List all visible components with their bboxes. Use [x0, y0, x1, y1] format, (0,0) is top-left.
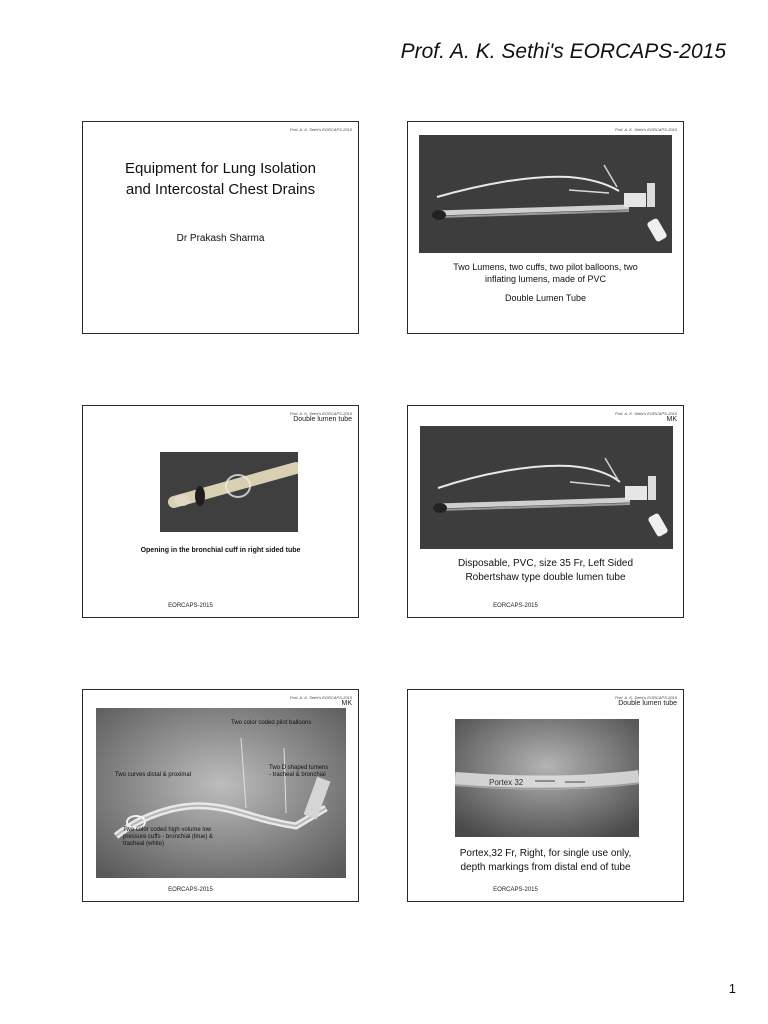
- annotation-line: Two D shaped lumens: [269, 765, 329, 771]
- slide-tag: MK: [666, 416, 677, 423]
- slide-footer: EORCAPS-2015: [493, 887, 538, 893]
- slide-watermark: Prof. A. K. Sethi's EORCAPS-2015: [615, 127, 677, 132]
- slide-tag: Double lumen tube: [293, 416, 352, 423]
- caption-line: Portex,32 Fr, Right, for single use only,: [459, 848, 632, 859]
- slide-tag: MK: [341, 700, 352, 707]
- slide-1[interactable]: [82, 121, 359, 334]
- slide-footer: EORCAPS-2015: [168, 887, 213, 893]
- annotation-line: - tracheal & bronchial: [269, 772, 326, 778]
- tube-imprint: Portex 32: [489, 778, 524, 787]
- cuff-illustration: [160, 452, 298, 532]
- portex-tube-photo: [455, 719, 639, 837]
- slide-title-line: and Intercostal Chest Drains: [125, 181, 316, 198]
- caption-line: Disposable, PVC, size 35 Fr, Left Sided: [457, 558, 634, 569]
- slide-watermark: Prof. A. K. Sethi's EORCAPS-2015: [290, 695, 352, 700]
- double-lumen-tube-photo: [419, 135, 672, 253]
- slide-author: Dr Prakash Sharma: [176, 233, 265, 244]
- annotation-line: pressure cuffs - bronchial (blue) &: [123, 834, 213, 840]
- slide-caption: Opening in the bronchial cuff in right sided tube: [140, 547, 301, 554]
- slide-watermark: Prof. A. K. Sethi's EORCAPS-2015: [615, 411, 677, 416]
- page-number: 1: [728, 981, 736, 996]
- annotation-pilot-balloons: Two color coded pilot balloons: [231, 720, 312, 726]
- slide-6[interactable]: [407, 689, 684, 902]
- annotation-curves: Two curves distal & proximal: [115, 772, 192, 778]
- annotated-tube-illustration: [96, 708, 346, 878]
- annotation-d-shaped-lumens: [269, 765, 328, 779]
- portex-tube-illustration: [455, 719, 639, 837]
- slide-caption: [416, 261, 675, 304]
- annotation-line: Two color coded high volume low: [123, 827, 212, 833]
- slide-2[interactable]: [407, 121, 684, 334]
- slide-watermark: Prof. A. K. Sethi's EORCAPS-2015: [615, 695, 677, 700]
- slide-4[interactable]: [407, 405, 684, 618]
- slide-footer: EORCAPS-2015: [168, 603, 213, 609]
- slide-caption: [416, 847, 675, 875]
- page-header: Prof. A. K. Sethi's EORCAPS-2015: [400, 40, 726, 63]
- slide-title: [93, 158, 348, 200]
- slide-caption: [416, 557, 675, 585]
- slide-footer: EORCAPS-2015: [493, 603, 538, 609]
- caption-line: inflating lumens, made of PVC: [484, 274, 607, 284]
- tube-illustration: [419, 135, 672, 253]
- tube-illustration: [420, 426, 673, 549]
- caption-line: Double Lumen Tube: [504, 293, 587, 303]
- caption-line: Robertshaw type double lumen tube: [465, 572, 626, 583]
- annotation-line: tracheal (white): [123, 841, 165, 847]
- slide-3[interactable]: [82, 405, 359, 618]
- slide-5[interactable]: [82, 689, 359, 902]
- bronchial-cuff-photo: [160, 452, 298, 532]
- annotated-tube-photo: [96, 708, 346, 878]
- caption-line: depth markings from distal end of tube: [460, 862, 631, 873]
- caption-line: Two Lumens, two cuffs, two pilot balloons, two: [453, 262, 638, 272]
- double-lumen-tube-photo: [420, 426, 673, 549]
- slide-title-line: Equipment for Lung Isolation: [125, 160, 316, 177]
- slide-tag: Double lumen tube: [618, 700, 677, 707]
- annotation-cuffs: [123, 827, 213, 848]
- slide-watermark: Prof. A. K. Sethi's EORCAPS-2015: [290, 127, 352, 132]
- slide-watermark: Prof. A. K. Sethi's EORCAPS-2015: [290, 411, 352, 416]
